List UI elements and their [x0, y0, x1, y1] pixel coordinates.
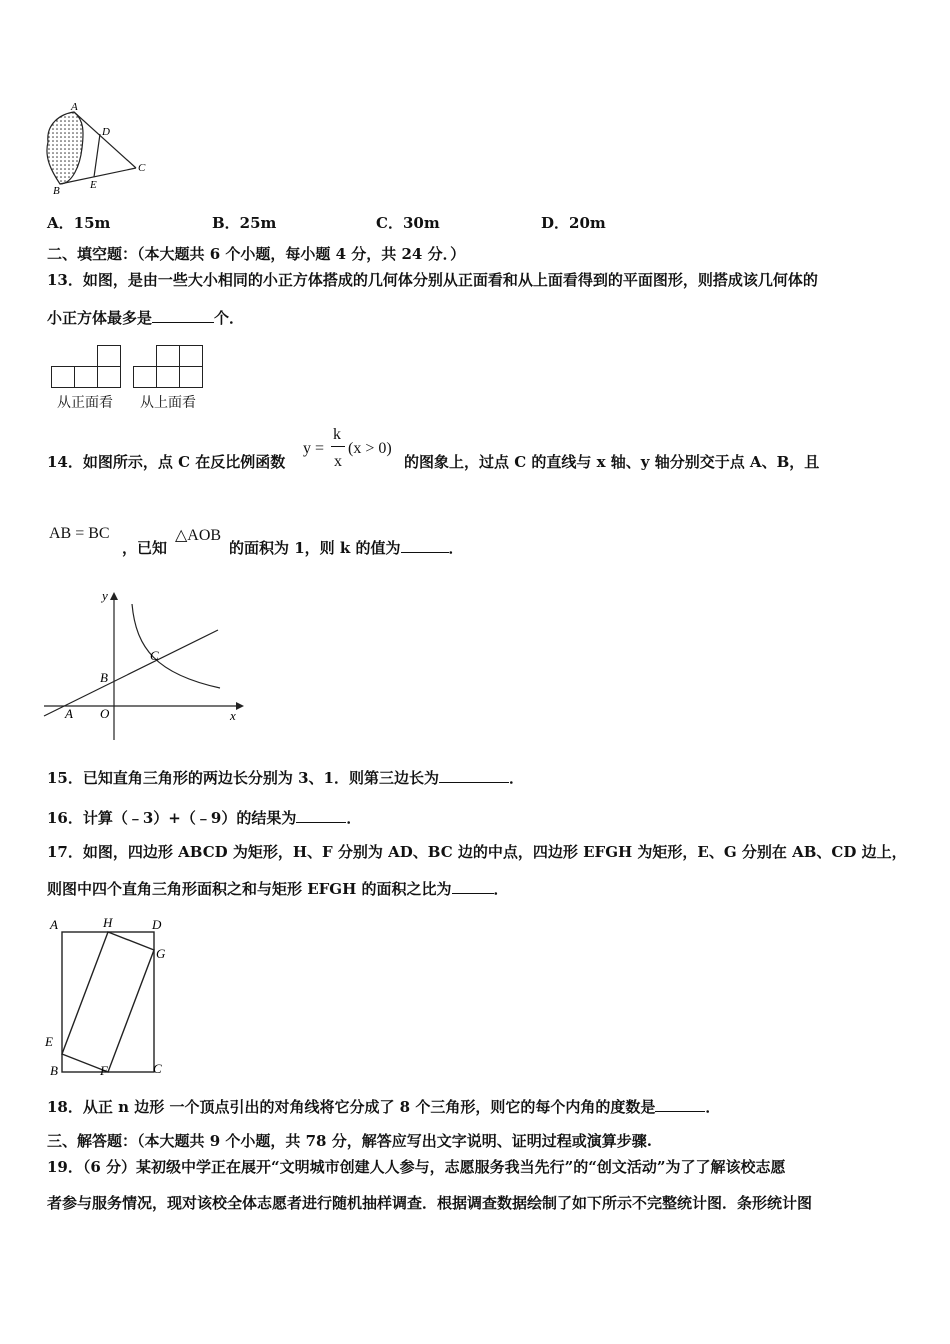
label-x: x [230, 708, 236, 723]
function-numerator: k [333, 426, 341, 443]
q14-tail-text: 的面积为 1，则 k 的值为 [229, 539, 401, 557]
q14-given: ，已知 [122, 539, 168, 557]
rectangle-abcd [62, 932, 154, 1072]
q14-prefix: 14．如图所示，点 C 在反比例函数 [47, 453, 286, 471]
answer-blank [439, 768, 509, 783]
option-c: C．30m [376, 214, 440, 232]
q17-line1: 17．如图，四边形 ABCD 为矩形，H、F 分别为 AD、BC 边的中点，四边形 EFGH 为矩形，E、G 分别在 AB、CD 边上， [47, 843, 907, 861]
line-abc [44, 630, 218, 716]
q19-line1: 19．（6 分）某初级中学正在展开“文明城市创建人人参与，志愿服务我当先行”的“创文活动”为了了解该校志愿 [47, 1158, 786, 1176]
q12-figure [40, 100, 160, 200]
q16 [47, 808, 361, 828]
answer-blank [401, 538, 449, 553]
front-view [51, 345, 121, 388]
q18 [47, 1097, 720, 1117]
option-b: B．25m [212, 214, 277, 232]
option-d: D．20m [541, 214, 606, 232]
label-b: B [100, 670, 108, 685]
label-d: D [152, 917, 162, 932]
q16-end: ． [346, 809, 362, 827]
label-g: G [156, 946, 166, 961]
q17-figure [40, 912, 180, 1080]
label-d: D [102, 126, 110, 138]
label-b: B [53, 185, 60, 197]
answer-blank [296, 808, 346, 823]
fraction-bar [331, 446, 345, 447]
q16-text: 16．计算（﹣3）+（﹣9）的结果为 [47, 809, 297, 827]
q15-end: ． [508, 769, 524, 787]
label-c: C [153, 1061, 162, 1076]
section3-heading: 三、解答题：（本大题共 9 个小题，共 78 分，解答应写出文字说明、证明过程或演算步骤. [47, 1132, 652, 1150]
q13-line1: 13．如图，是由一些大小相同的小正方体搭成的几何体分别从正面看和从上面看得到的平面图形，则搭成该几何体的 [47, 271, 818, 289]
q17-end: ． [493, 880, 509, 898]
answer-blank [655, 1097, 705, 1112]
q17-text: 则图中四个直角三角形面积之和与矩形 EFGH 的面积之比为 [47, 880, 452, 898]
q13-prefix: 小正方体最多是 [47, 309, 153, 327]
top-view [133, 345, 203, 388]
label-e: E [45, 1034, 53, 1049]
hyperbola-curve [132, 604, 220, 688]
q14-graph [40, 588, 250, 748]
label-f: F [100, 1063, 108, 1078]
label-c: C [138, 162, 146, 174]
option-a: A．15m [47, 214, 111, 232]
answer-blank [152, 308, 214, 323]
label-c: C [150, 648, 159, 663]
q15-text: 15．已知直角三角形的两边长分别为 3、1．则第三边长为 [47, 769, 439, 787]
caption-top: 从上面看 [140, 395, 196, 411]
label-y: y [102, 588, 108, 603]
pond-shape [47, 112, 83, 184]
label-o: O [100, 706, 110, 721]
label-a: A [65, 706, 73, 721]
section2-heading: 二、填空题：（本大题共 6 个小题，每小题 4 分，共 24 分．） [47, 245, 466, 263]
answer-blank [452, 879, 494, 894]
q17-line2 [47, 879, 509, 899]
function-y: y = [303, 440, 325, 457]
segment-de [94, 134, 100, 177]
q14-end: ． [448, 539, 464, 557]
label-b: B [50, 1063, 58, 1078]
q14-tail [229, 538, 464, 558]
label-h: H [103, 915, 113, 930]
function-condition: (x > 0) [348, 440, 392, 457]
q13-suffix: 个． [214, 309, 245, 327]
label-a: A [50, 917, 58, 932]
q19-line2: 者参与服务情况，现对该校全体志愿者进行随机抽样调查．根据调查数据绘制了如下所示不完整统计图．条形统计图 [47, 1194, 813, 1212]
triangle-aob: △AOB [175, 527, 222, 544]
q13-line2 [47, 308, 244, 328]
ab-equals-bc: AB = BC [49, 525, 110, 542]
function-denominator: x [334, 453, 342, 470]
rectangle-efgh [62, 932, 154, 1072]
q14-suffix: 的图象上，过点 C 的直线与 x 轴、y 轴分别交于点 A、B，且 [404, 453, 820, 471]
q18-text: 18．从正 n 边形 一个顶点引出的对角线将它分成了 8 个三角形，则它的每个内角的度数是 [47, 1098, 656, 1116]
caption-front: 从正面看 [57, 395, 113, 411]
label-e: E [90, 179, 97, 191]
q15 [47, 768, 524, 788]
label-a: A [71, 101, 78, 113]
q18-end: ． [705, 1098, 721, 1116]
